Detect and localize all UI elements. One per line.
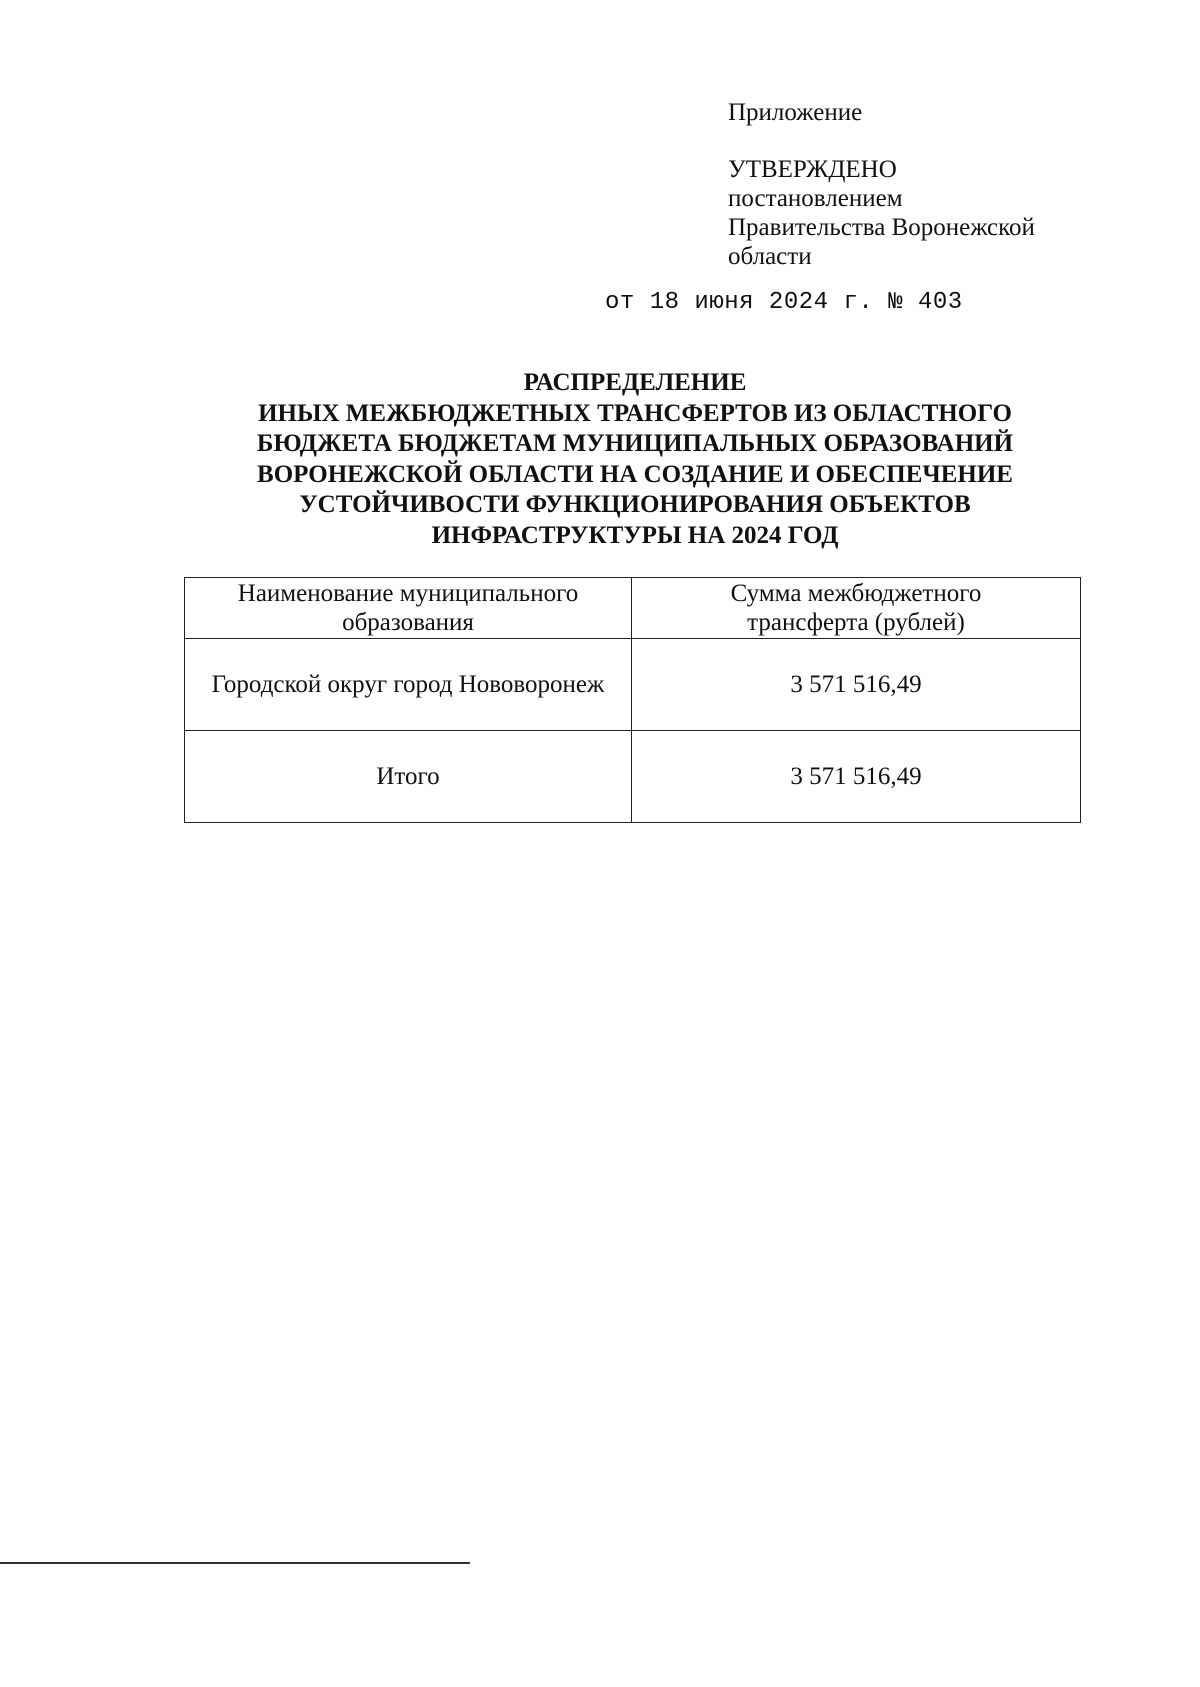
municipality-name-cell: Городской округ город Нововоронеж	[185, 639, 632, 731]
decree-by-label: постановлением	[728, 185, 903, 212]
approval-block	[728, 98, 1098, 271]
amount-cell: 3 571 516,49	[632, 639, 1081, 731]
header-text: Наименование муниципального	[237, 580, 579, 607]
header-text: образования	[342, 609, 474, 636]
decree-date-number: от 18 июня 2024 г. № 403	[605, 289, 963, 316]
total-label-cell: Итого	[185, 731, 632, 823]
title-line: РАСПРЕДЕЛЕНИЕ	[523, 369, 747, 396]
header-text: Сумма межбюджетного	[730, 580, 982, 607]
region-label: области	[728, 243, 812, 270]
appendix-label: Приложение	[728, 99, 863, 126]
approved-label: УТВЕРЖДЕНО	[728, 156, 897, 183]
table-header-row	[185, 578, 1081, 639]
header-text: трансферта (рублей)	[747, 609, 965, 636]
table-row	[185, 639, 1081, 731]
title-line: ИНЫХ МЕЖБЮДЖЕТНЫХ ТРАНСФЕРТОВ ИЗ ОБЛАСТНОГО	[258, 399, 1012, 427]
total-amount-cell: 3 571 516,49	[632, 731, 1081, 823]
title-line: ВОРОНЕЖСКОЙ ОБЛАСТИ НА СОЗДАНИЕ И ОБЕСПЕЧЕНИЕ	[257, 460, 1013, 488]
document-title	[190, 368, 1080, 551]
bottom-divider	[0, 1562, 470, 1564]
column-header-municipality	[185, 578, 632, 639]
column-header-amount	[632, 578, 1081, 639]
government-label: Правительства Воронежской	[728, 214, 1035, 241]
title-line: ИНФРАСТРУКТУРЫ НА 2024 ГОД	[431, 521, 839, 549]
distribution-table	[184, 577, 1081, 823]
title-line: УСТОЙЧИВОСТИ ФУНКЦИОНИРОВАНИЯ ОБЪЕКТОВ	[299, 491, 971, 518]
total-row	[185, 731, 1081, 823]
title-line: БЮДЖЕТА БЮДЖЕТАМ МУНИЦИПАЛЬНЫХ ОБРАЗОВАНИЙ	[256, 430, 1014, 457]
